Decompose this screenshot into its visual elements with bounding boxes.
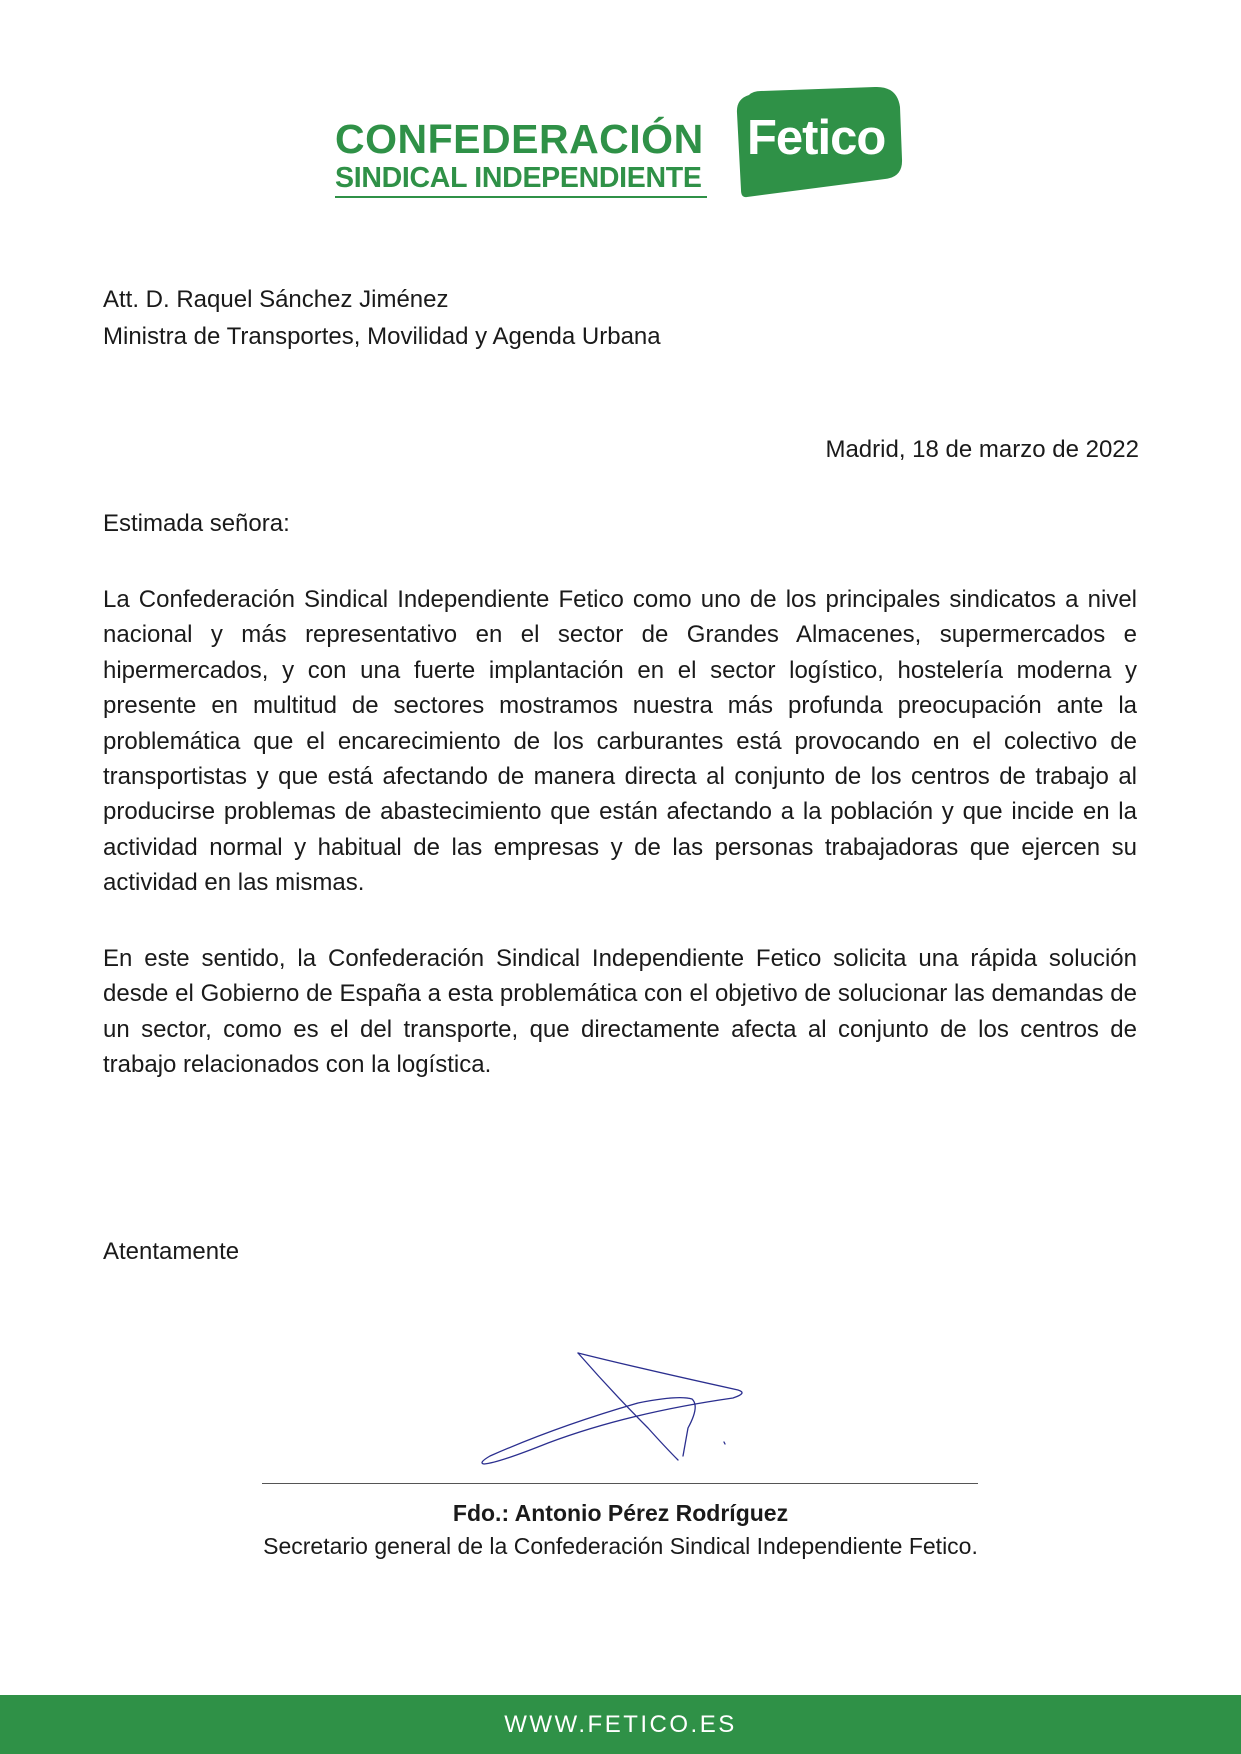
recipient-title: Ministra de Transportes, Movilidad y Agenda Urbana xyxy=(103,323,661,350)
website-link[interactable]: WWW.FETICO.ES xyxy=(504,1711,737,1738)
letterhead xyxy=(335,85,905,200)
logo-wordmark: Fetico xyxy=(747,111,886,165)
org-name-line1: CONFEDERACIÓN xyxy=(335,116,704,162)
salutation: Estimada señora: xyxy=(103,510,290,537)
signer-name: Fdo.: Antonio Pérez Rodríguez xyxy=(452,1500,789,1526)
body-paragraph: En este sentido, la Confederación Sindical Independiente Fetico solicita una rápida solución desde el Gobierno de España a esta problemática con el objetivo de solucionar las demandas de un sector, como es el del transporte, que directamente afecta al conjunto de los centros de trabajo relacionados con la logística. xyxy=(103,945,1137,1079)
closing: Atentamente xyxy=(103,1238,240,1265)
letter-date: Madrid, 18 de marzo de 2022 xyxy=(825,436,1139,463)
recipient-name: Att. D. Raquel Sánchez Jiménez xyxy=(103,286,449,313)
footer-bar xyxy=(0,1695,1241,1754)
signer-title: Secretario general de la Confederación Sindical Independiente Fetico. xyxy=(263,1533,978,1559)
signature-line xyxy=(262,1483,978,1484)
body-paragraph: La Confederación Sindical Independiente Fetico como uno de los principales sindicatos a nivel nacional y más representativo en el sector de Grandes Almacenes, supermercados e hipermercados, y con una fuerte implantación en el sector logístico, hostelería moderna y presente en multitud de sectores mostramos nuestra más profunda preocupación ante la problemática que el encarecimiento de los carburantes está provocando en el colectivo de transportistas y que está afectando de manera directa al conjunto de los centros de trabajo al producirse problemas de abastecimiento que están afectando a la población y que incide en la actividad normal y habitual de las empresas y de las personas trabajadoras que ejercen su actividad en las mismas. xyxy=(103,586,1137,897)
fetico-logo xyxy=(735,85,905,198)
letterhead-divider xyxy=(335,196,707,198)
org-name-line2: SINDICAL INDEPENDIENTE xyxy=(335,162,702,194)
handwritten-signature xyxy=(478,1348,760,1466)
